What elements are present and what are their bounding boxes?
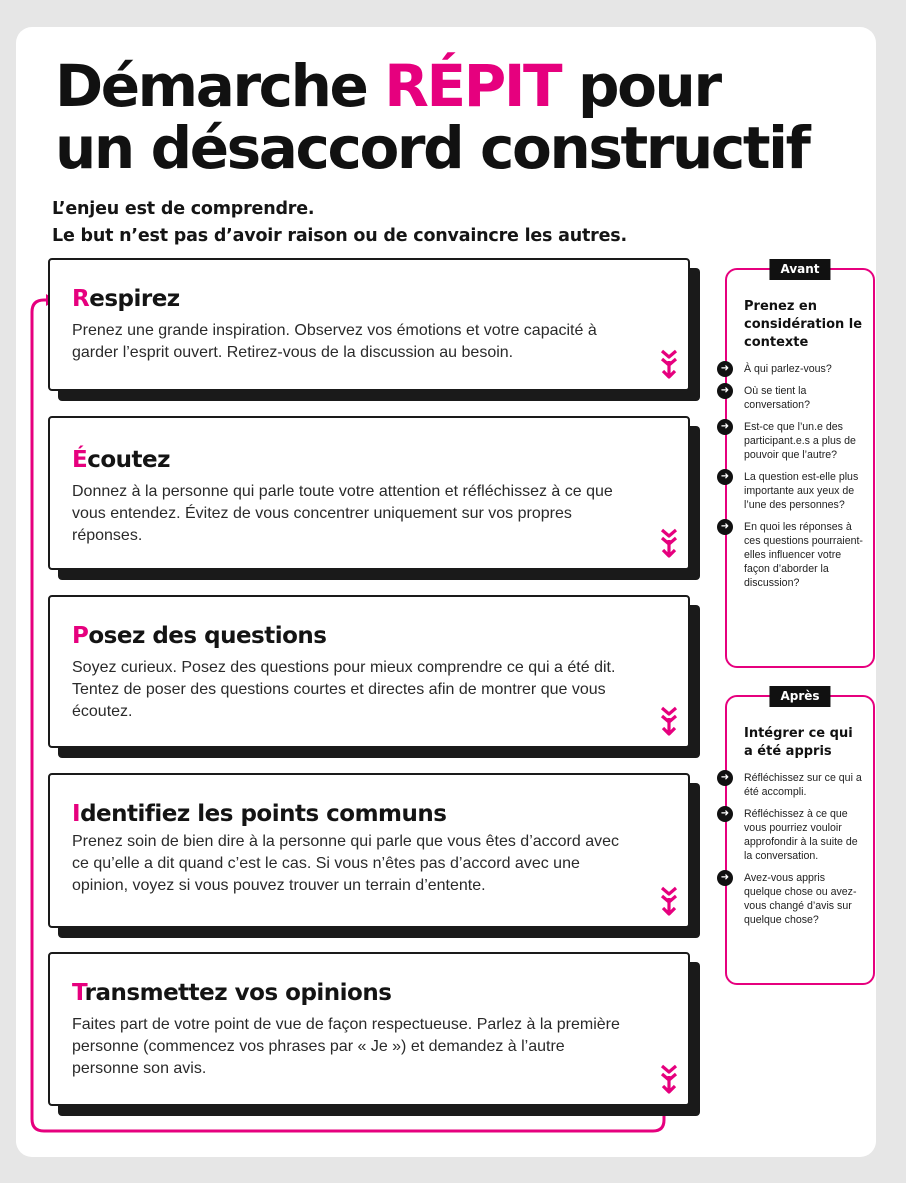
list-item: ➜ Réfléchissez sur ce qui a été accompli. bbox=[744, 771, 863, 799]
before-panel bbox=[720, 262, 875, 668]
step-card-identifiez bbox=[48, 773, 690, 928]
step-title: Identifiez les points communs bbox=[72, 801, 447, 827]
arrow-down-icon bbox=[660, 706, 678, 736]
arrow-right-icon: ➜ bbox=[717, 383, 733, 399]
after-heading: Intégrer ce qui a été appris bbox=[744, 726, 853, 759]
arrow-right-icon: ➜ bbox=[717, 870, 733, 886]
step-title: Respirez bbox=[72, 286, 180, 312]
after-panel bbox=[720, 689, 875, 985]
subtitle-line-2: Le but n’est pas d’avoir raison ou de convaincre les autres. bbox=[52, 226, 627, 246]
arrow-right-icon: ➜ bbox=[717, 419, 733, 435]
list-item: ➜ En quoi les réponses à ces questions pourraient-elles influencer votre façon d’aborder la discussion? bbox=[744, 520, 863, 590]
before-label: Avant bbox=[769, 259, 830, 280]
step-card-posez bbox=[48, 595, 690, 748]
arrow-right-icon: ➜ bbox=[717, 469, 733, 485]
step-title: Transmettez vos opinions bbox=[72, 980, 392, 1006]
arrow-right-icon: ➜ bbox=[717, 361, 733, 377]
page-title: Démarche RÉPIT pour un désaccord constructif bbox=[55, 52, 809, 182]
step-text: Faites part de votre point de vue de façon respectueuse. Parlez à la première personne (commencez vos phrases par « Je ») et demandez à l’autre personne son avis. bbox=[72, 1016, 620, 1077]
step-text: Prenez une grande inspiration. Observez vos émotions et votre capacité à garder l’esprit ouvert. Retirez-vous de la discussion au besoin. bbox=[72, 322, 597, 361]
step-card-transmettez bbox=[48, 952, 690, 1106]
list-item: ➜ Est-ce que l’un.e des participant.e.s a plus de pouvoir que l’autre? bbox=[744, 420, 863, 462]
step-text: Soyez curieux. Posez des questions pour mieux comprendre ce qui a été dit. Tentez de poser des questions courtes et directes afin de montrer que vous écoutez. bbox=[72, 659, 616, 720]
list-item: ➜ Où se tient la conversation? bbox=[744, 384, 863, 412]
step-text: Prenez soin de bien dire à la personne qui parle que vous êtes d’accord avec ce qu’elle a dit quand c’est le cas. Si vous n’êtes pas d’accord avec une opinion, voyez si vous pouvez trouver un terrain d’entente. bbox=[72, 833, 620, 894]
step-card-ecoutez bbox=[48, 416, 690, 570]
arrow-down-icon bbox=[660, 349, 678, 379]
list-item: ➜ Réfléchissez à ce que vous pourriez vouloir approfondir à la suite de la conversation. bbox=[744, 807, 863, 863]
arrow-right-icon: ➜ bbox=[717, 519, 733, 535]
title-accent: RÉPIT bbox=[384, 52, 561, 120]
step-title: Écoutez bbox=[72, 447, 171, 473]
list-item: ➜ La question est-elle plus importante aux yeux de l’une des personnes? bbox=[744, 470, 863, 512]
list-item: ➜ À qui parlez-vous? bbox=[744, 362, 863, 376]
subtitle bbox=[52, 196, 627, 250]
subtitle-line-1: L’enjeu est de comprendre. bbox=[52, 199, 315, 219]
after-label: Après bbox=[769, 686, 830, 707]
arrow-right-icon: ➜ bbox=[717, 806, 733, 822]
arrow-down-icon bbox=[660, 886, 678, 916]
list-item: ➜ Avez-vous appris quelque chose ou avez-vous changé d’avis sur quelque chose? bbox=[744, 871, 863, 927]
step-title: Posez des questions bbox=[72, 623, 327, 649]
arrow-down-icon bbox=[660, 528, 678, 558]
arrow-down-icon bbox=[660, 1064, 678, 1094]
before-heading: Prenez en considération le contexte bbox=[744, 299, 863, 350]
step-text: Donnez à la personne qui parle toute votre attention et réfléchissez à ce que vous entendez. Évitez de vous concentrer uniquement sur vos propres réponses. bbox=[72, 483, 613, 544]
step-card-respirez bbox=[48, 258, 690, 391]
arrow-right-icon: ➜ bbox=[717, 770, 733, 786]
